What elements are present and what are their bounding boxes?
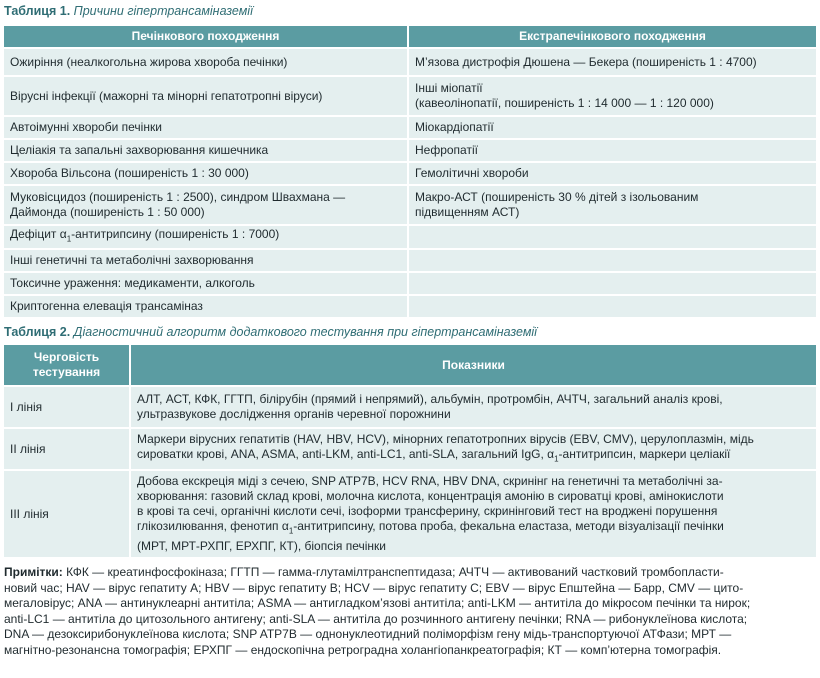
table-row — [4, 226, 816, 248]
table-cell: Маркери вірусних гепатитів (HAV, HBV, HCV), мінорних гепатотропних вірусів (EBV, CMV), церулоплазмін, мідь сироватки крові, ANA, ASMA, anti-LKM, anti-LC1, anti-SLA, загальний IgG, $\alpha_1$-антитрипсин, маркери целіакії — [131, 429, 816, 469]
table2-header-order: Черговість тестування — [4, 345, 129, 385]
table-row — [4, 186, 816, 224]
table1-header-extrahepatic: Екстрапечінкового походження — [409, 26, 816, 47]
table-cell: ІІІ лінія — [4, 471, 129, 557]
table-cell: Автоімунні хвороби печінки — [4, 117, 407, 138]
table2-caption: Діагностичний алгоритм додаткового тестування при гіпертрансаміназемії — [73, 325, 537, 339]
table-row — [4, 471, 816, 557]
table1-label: Таблиця 1. — [4, 4, 71, 18]
table2-title — [4, 319, 816, 343]
table-row — [4, 250, 816, 271]
table-cell: Муковісцидоз (поширеність 1 : 2500), синдром Швахмана — Даймонда (поширеність 1 : 50 000) — [4, 186, 407, 224]
table-row — [4, 387, 816, 427]
table-cell: Інші міопатії (кавеолінопатії, поширеність 1 : 14 000 — 1 : 120 000) — [409, 77, 816, 115]
table-row — [4, 117, 816, 138]
table2 — [2, 343, 818, 559]
table-cell: І лінія — [4, 387, 129, 427]
table-row — [4, 49, 816, 75]
table-cell: Міокардіопатії — [409, 117, 816, 138]
table-row — [4, 273, 816, 294]
table-row — [4, 296, 816, 317]
table-cell: Целіакія та запальні захворювання кишечника — [4, 140, 407, 161]
table-cell: Нефропатії — [409, 140, 816, 161]
table-cell: Вірусні інфекції (мажорні та мінорні гепатотропні віруси) — [4, 77, 407, 115]
table-cell: ІІ лінія — [4, 429, 129, 469]
table1-title — [4, 0, 816, 24]
table2-label: Таблиця 2. — [4, 325, 71, 339]
table-notes — [4, 565, 816, 659]
table-row — [4, 429, 816, 469]
table-cell: Хвороба Вільсона (поширеність 1 : 30 000) — [4, 163, 407, 184]
table-cell: Макро-АСТ (поширеність 30 % дітей з ізольованим підвищенням АСТ) — [409, 186, 816, 224]
table-cell — [409, 296, 816, 317]
table-row — [4, 77, 816, 115]
table-cell: Інші генетичні та метаболічні захворювання — [4, 250, 407, 271]
table2-header-indicators: Показники — [131, 345, 816, 385]
table-cell: АЛТ, АСТ, КФК, ГГТП, білірубін (прямий і непрямий), альбумін, протромбін, АЧТЧ, загальний аналіз крові, ультразвукове дослідження органів черевної порожнини — [131, 387, 816, 427]
table-cell — [409, 273, 816, 294]
table-cell: Добова екскреція міді з сечею, SNP ATP7B, HCV RNA, HBV DNA, скринінг на генетичні та метаболічні за- хворювання: газовий склад крові, молочна кислота, концентрація амонію в сироватці крові, амінокислоти в крові та сечі, органічні кислоти сечі, ізоформи трансферину, скринінговий тест на вроджені порушення глікозилювання, фенотип $\alpha_1$-антитрипсину, потова проба, фекальна еластаза, методи візуалізації печінки (МРТ, МРТ-РХПГ, ЕРХПГ, КТ), біопсія печінки — [131, 471, 816, 557]
table-row — [4, 163, 816, 184]
table1-header-hepatic: Печінкового походження — [4, 26, 407, 47]
table2-header-row — [4, 345, 816, 385]
table1-caption: Причини гіпертрансаміназемії — [73, 4, 253, 18]
notes-text: КФК — креатинфосфокіназа; ГГТП — гамма-глутамілтранспептидаза; АЧТЧ — активований частковий тромбопласти- новий час; HAV — вірус гепатиту А; HBV — вірус гепатиту В; HCV — вірус гепатиту С; EBV — вірус Епштейна — Барр, CMV — цито- мегаловірус; ANA — антинуклеарні антитіла; ASMA — антигладком’язові антитіла; anti-LKM — антитіла до мікросом печінки та нирок; anti-LC1 — антитіла до цитозольного антигену; anti-SLA — антитіла до розчинного антигену печінки; RNA — рибонуклеїнова кислота; DNA — дезоксирибонуклеїнова кислота; SNP ATP7B — однонуклеотидний поліморфізм гену мідь-транспортуючої АТФази; МРТ — магнітно-резонансна томографія; ЕРХПГ — ендоскопічна ретроградна холангіопанкреатографія; КТ — комп’ютерна томографія. — [4, 565, 751, 657]
table-row — [4, 140, 816, 161]
table-cell — [409, 250, 816, 271]
table-cell: Гемолітичні хвороби — [409, 163, 816, 184]
table-cell: Дефіцит $\alpha_1$-антитрипсину (поширеність 1 : 7000) — [4, 226, 407, 248]
table-cell: Криптогенна елевація трансаміназ — [4, 296, 407, 317]
table1 — [2, 24, 818, 319]
table-cell — [409, 226, 816, 248]
table1-header-row — [4, 26, 816, 47]
table-cell: Ожиріння (неалкогольна жирова хвороба печінки) — [4, 49, 407, 75]
notes-label: Примітки: — [4, 565, 63, 579]
table-cell: М’язова дистрофія Дюшена — Бекера (поширеність 1 : 4700) — [409, 49, 816, 75]
table-cell: Токсичне ураження: медикаменти, алкоголь — [4, 273, 407, 294]
